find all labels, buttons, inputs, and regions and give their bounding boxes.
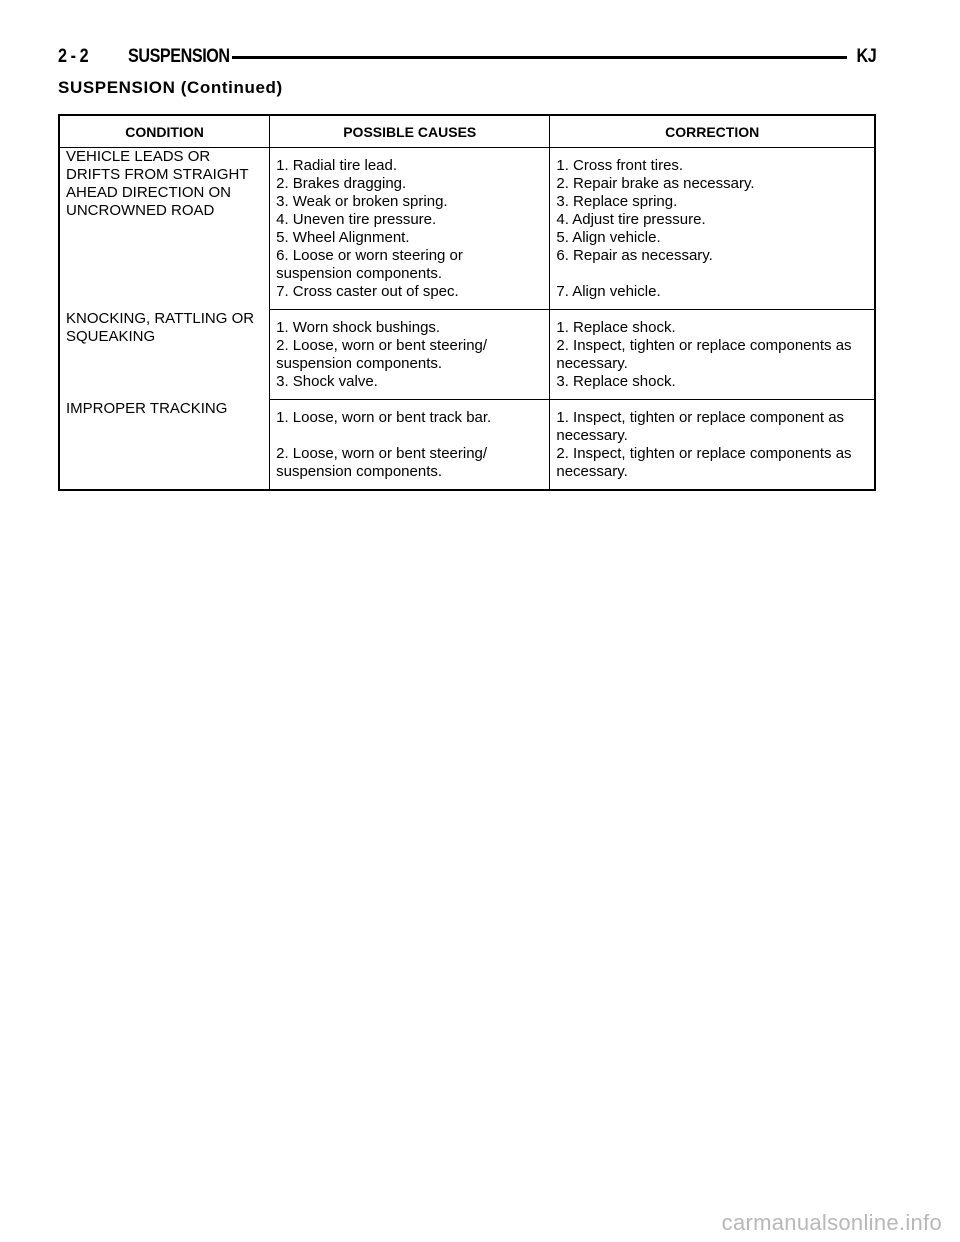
column-header-condition: CONDITION — [59, 115, 270, 148]
watermark: carmanualsonline.info — [721, 1210, 942, 1235]
column-header-correction: CORRECTION — [550, 115, 875, 148]
correction-cell: 1. Inspect, tighten or replace component as necessary. — [550, 400, 875, 446]
condition-cell: VEHICLE LEADS OR DRIFTS FROM STRAIGHT AHEAD DIRECTION ON UNCROWNED ROAD — [59, 148, 270, 310]
correction-cell: 2. Inspect, tighten or replace components as necessary. — [550, 337, 875, 373]
cause-cell: 6. Loose or worn steering or suspension components. — [276, 247, 463, 282]
correction-cell: 2. Repair brake as necessary. — [550, 175, 875, 193]
page-number: 2 - 2 — [58, 46, 89, 67]
cause-cell: 1. Radial tire lead. — [276, 157, 398, 174]
cause-cell: 3. Weak or broken spring. — [276, 193, 448, 210]
cause-cell: 2. Loose, worn or bent steering/ suspension components. — [270, 445, 550, 490]
column-header-causes: POSSIBLE CAUSES — [270, 115, 550, 148]
table-row — [59, 310, 875, 338]
table-header-row — [59, 115, 875, 148]
model-code: KJ — [856, 46, 876, 67]
correction-cell: 3. Replace spring. — [550, 193, 875, 211]
condition-cell: IMPROPER TRACKING — [59, 400, 270, 491]
cause-cell: 4. Uneven tire pressure. — [276, 211, 437, 228]
cause-cell: 1. Loose, worn or bent track bar. — [276, 409, 492, 426]
correction-cell: 5. Align vehicle. — [550, 229, 875, 247]
cause-cell: 3. Shock valve. — [270, 373, 550, 400]
table-row — [59, 400, 875, 446]
correction-cell: 7. Align vehicle. — [550, 283, 875, 310]
cause-cell: 7. Cross caster out of spec. — [270, 283, 550, 310]
correction-cell: 1. Replace shock. — [550, 310, 875, 338]
correction-cell: 3. Replace shock. — [550, 373, 875, 400]
cause-cell: 5. Wheel Alignment. — [276, 229, 410, 246]
correction-cell: 2. Inspect, tighten or replace components as necessary. — [550, 445, 875, 490]
table-row — [59, 148, 875, 176]
header-rule — [232, 56, 847, 59]
correction-cell: 4. Adjust tire pressure. — [550, 211, 875, 229]
cause-cell: 2. Loose, worn or bent steering/ suspension components. — [276, 337, 488, 372]
condition-cell: KNOCKING, RATTLING OR SQUEAKING — [59, 310, 270, 400]
section-title: SUSPENSION — [128, 46, 230, 67]
cause-cell: 2. Brakes dragging. — [276, 175, 407, 192]
page-subtitle: SUSPENSION (Continued) — [58, 78, 283, 97]
correction-cell: 6. Repair as necessary. — [550, 247, 875, 283]
cause-cell: 1. Worn shock bushings. — [276, 319, 441, 336]
diagnosis-table — [58, 114, 876, 491]
correction-cell: 1. Cross front tires. — [550, 148, 875, 176]
page-header — [58, 44, 876, 70]
